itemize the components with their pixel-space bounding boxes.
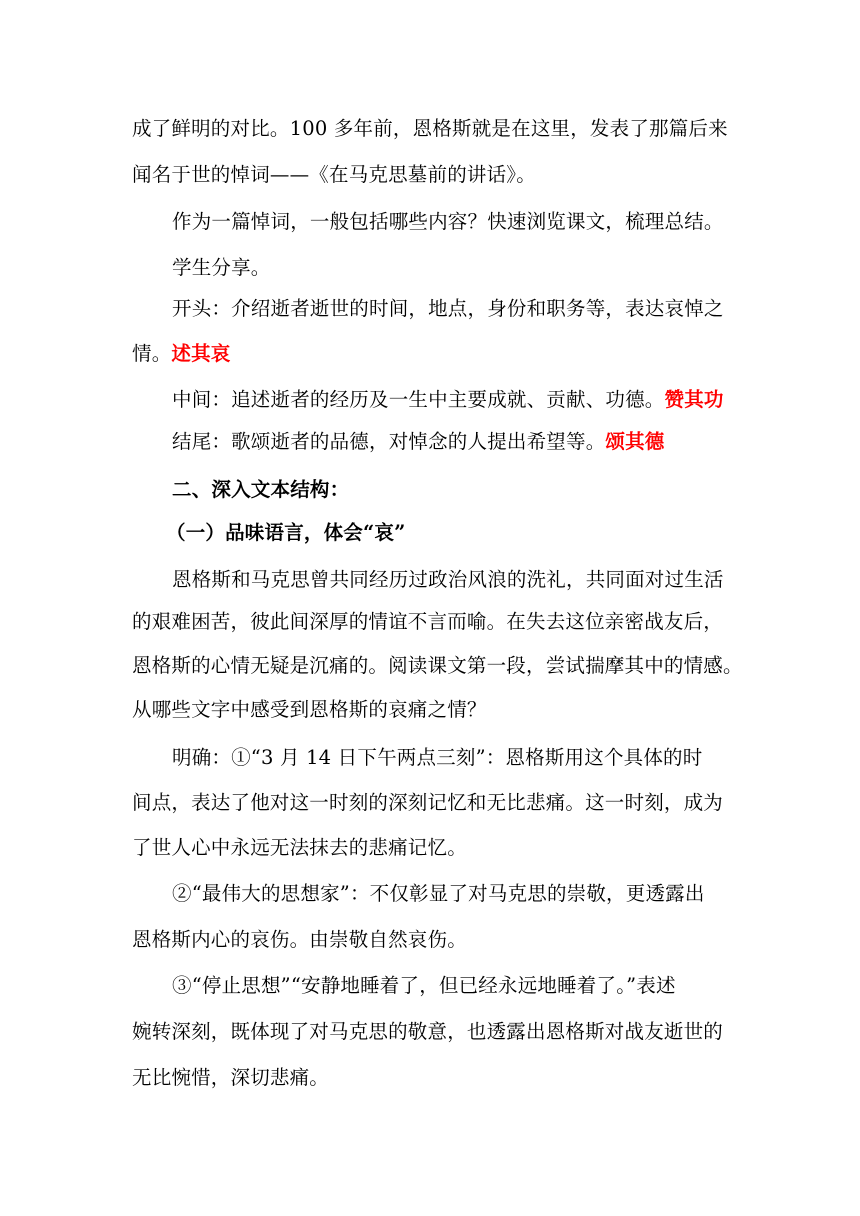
highlight-tag: 赞其功 — [664, 388, 724, 411]
paragraph-line: 开头：介绍逝者逝世的时间，地点，身份和职务等，表达哀悼之 — [172, 297, 724, 320]
paragraph-text: 情。 — [132, 342, 172, 365]
paragraph-line: 恩格斯的心情无疑是沉痛的。阅读课文第一段，尝试揣摩其中的情感。 — [132, 654, 743, 677]
paragraph-line: 间点，表达了他对这一时刻的深刻记忆和无比悲痛。这一时刻，成为 — [132, 791, 724, 814]
highlight-tag: 颂其德 — [605, 430, 665, 453]
paragraph-line: 明确：①“3 月 14 日下午两点三刻”：恩格斯用这个具体的时 — [172, 746, 703, 769]
paragraph-line: 恩格斯内心的哀伤。由崇敬自然哀伤。 — [132, 928, 467, 951]
paragraph-line: 了世人心中永远无法抹去的悲痛记忆。 — [132, 836, 467, 859]
paragraph-line: 闻名于世的悼词——《在马克思墓前的讲话》。 — [132, 163, 536, 186]
paragraph-line: 恩格斯和马克思曾共同经历过政治风浪的洗礼，共同面对过生活 — [172, 568, 724, 591]
paragraph-line: 成了鲜明的对比。100 多年前，恩格斯就是在这里，发表了那篇后来 — [132, 117, 728, 140]
paragraph-text: 中间：追述逝者的经历及一生中主要成就、贡献、功德。 — [172, 388, 665, 411]
paragraph-line: 婉转深刻，既体现了对马克思的敬意，也透露出恩格斯对战友逝世的 — [132, 1020, 724, 1043]
paragraph-line: 的艰难困苦，彼此间深厚的情谊不言而喻。在失去这位亲密战友后， — [132, 610, 724, 633]
paragraph-line — [172, 430, 732, 454]
paragraph-line: 从哪些文字中感受到恩格斯的哀痛之情？ — [132, 698, 487, 721]
highlight-tag: 述其哀 — [171, 342, 231, 365]
paragraph-text: 结尾：歌颂逝者的品德，对悼念的人提出希望等。 — [172, 430, 606, 453]
paragraph-line: ②“最伟大的思想家”：不仅彰显了对马克思的崇敬，更透露出 — [172, 882, 705, 905]
subsection-heading: （一）品味语言，体会“哀” — [166, 521, 406, 544]
paragraph-line: 无比惋惜，深切悲痛。 — [132, 1066, 330, 1089]
section-heading: 二、深入文本结构： — [172, 478, 350, 501]
paragraph-line: ③“停止思想”“安静地睡着了，但已经永远地睡着了。”表述 — [172, 974, 676, 997]
paragraph-line: 作为一篇悼词，一般包括哪些内容？快速浏览课文，梳理总结。 — [172, 210, 724, 233]
paragraph-line: 学生分享。 — [172, 256, 271, 279]
paragraph-line — [132, 342, 732, 366]
paragraph-line — [172, 388, 732, 412]
